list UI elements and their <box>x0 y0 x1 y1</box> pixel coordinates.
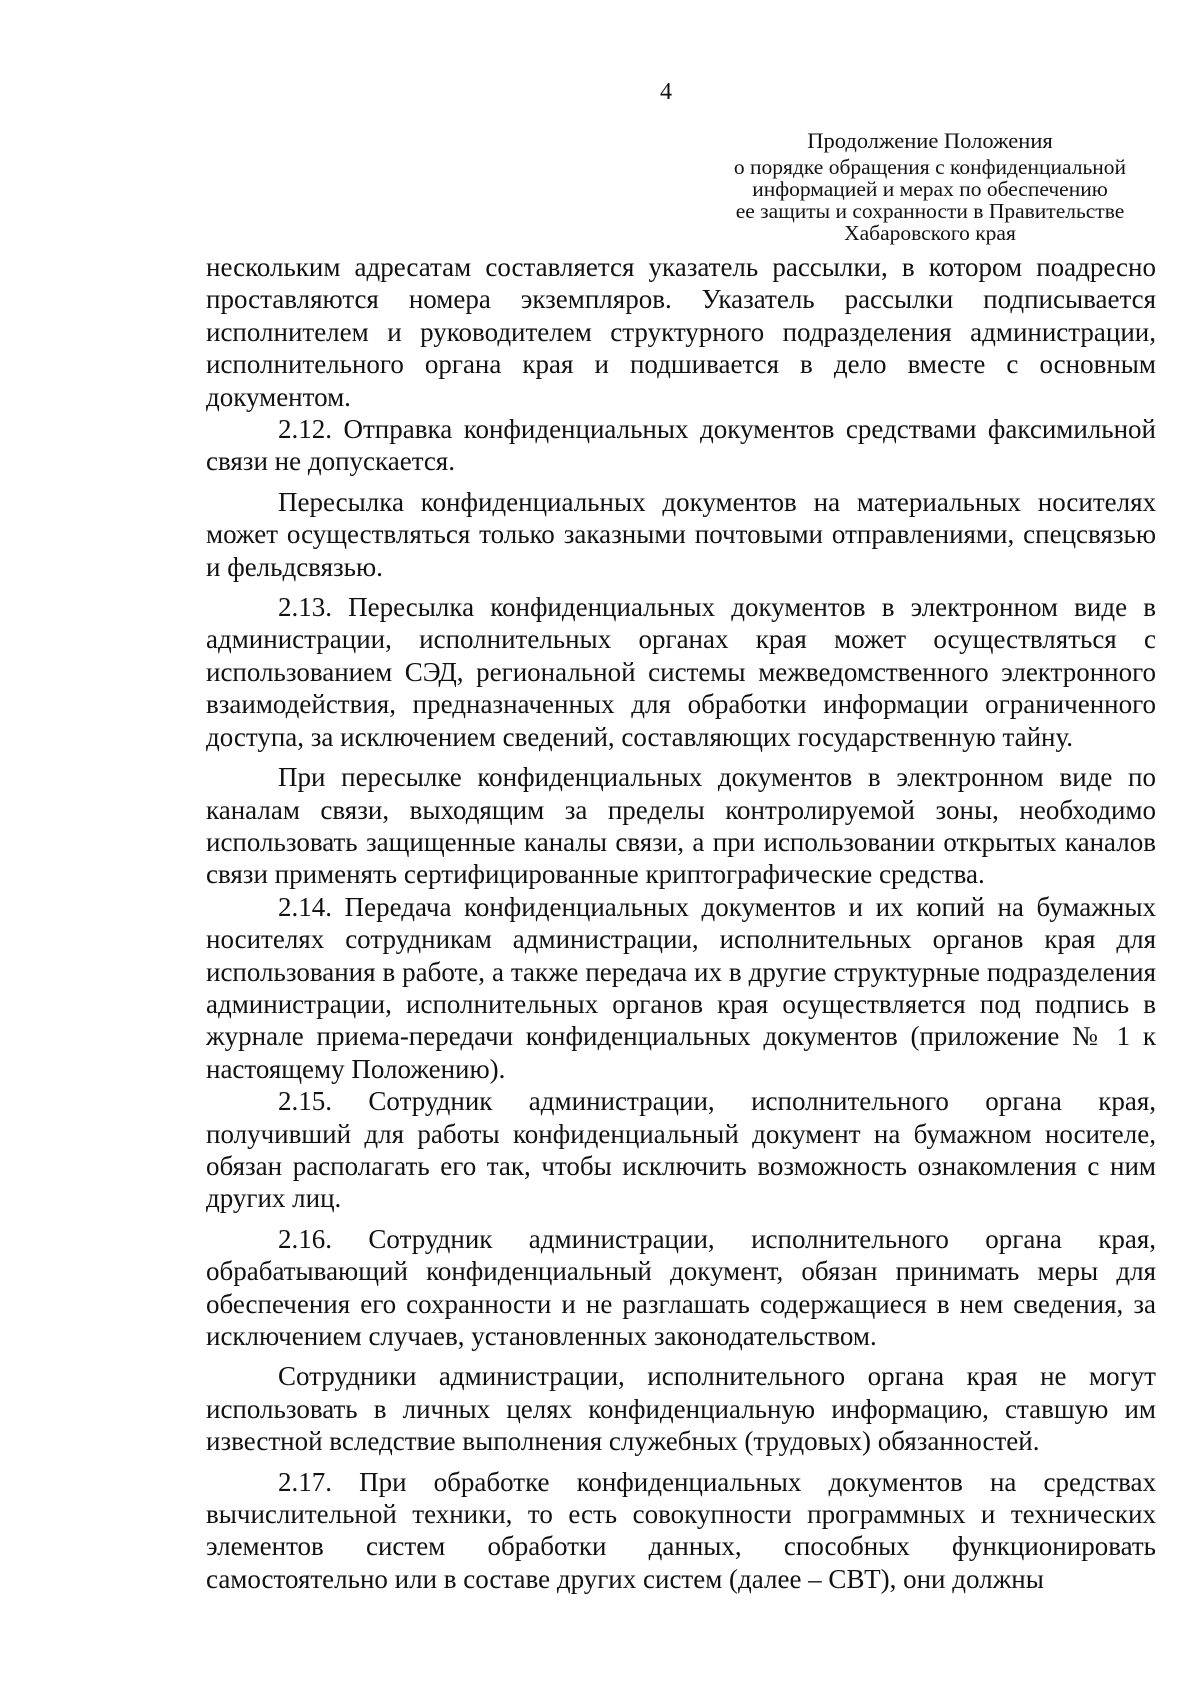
continuation-line: информацией и мерах по обеспечению <box>752 177 1108 201</box>
continuation-line: о порядке обращения с конфиденциальной <box>733 155 1127 179</box>
paragraph: Пересылка конфиденциальных документов на материальных носителях может осуществляться только заказными почтовыми отправлениями, спецсвязью и фельдсвязью. <box>206 486 1156 582</box>
paragraph: Сотрудники администрации, исполнительного органа края не могут использовать в личных целях конфиденциальную информацию, ставшую им известной вследствие выполнения служебных (трудовых) обязанностей. <box>206 1361 1156 1457</box>
continuation-line: Хабаровского края <box>844 221 1016 245</box>
continuation-line: ее защиты и сохранности в Правительстве <box>735 199 1125 223</box>
paragraph-2-17: 2.17. При обработке конфиденциальных документов на средствах вычислительной техники, то есть совокупности программных и технических элементов систем обработки данных, способных функционировать самостоятельно или в составе других систем (далее – СВТ), они должны <box>206 1466 1156 1594</box>
paragraph-2-14: 2.14. Передача конфиденциальных документов и их копий на бумажных носителях сотрудникам администрации, исполнительных органов края для использования в работе, а также передача их в другие структурные подразделения администрации, исполнительных органов края осуществляется под подпись в журнале приема-передачи конфиденциальных документов (приложение № 1 к настоящему Положению). <box>206 891 1156 1084</box>
paragraph-2-12: 2.12. Отправка конфиденциальных документов средствами факсимильной связи не допускается. <box>206 414 1156 477</box>
continuation-title: Продолжение Положения <box>807 128 1053 153</box>
document-body <box>206 251 1156 1595</box>
page-number: 4 <box>660 79 672 105</box>
paragraph: При пересылке конфиденциальных документов в электронном виде по каналам связи, выходящим за пределы контролируемой зоны, необходимо использовать защищенные каналы связи, а при использовании открытых каналов связи применять сертифицированные криптографические средства. <box>206 762 1156 890</box>
paragraph: нескольким адресатам составляется указатель рассылки, в котором поадресно проставляются номера экземпляров. Указатель рассылки подписывается исполнителем и руководителем структурного подразделения администрации, исполнительного органа края и подшивается в дело вместе с основным документом. <box>206 252 1156 412</box>
paragraph-2-16: 2.16. Сотрудник администрации, исполнительного органа края, обрабатывающий конфиденциальный документ, обязан принимать меры для обеспечения его сохранности и не разглашать содержащиеся в нем сведения, за исключением случаев, установленных законодательством. <box>206 1223 1156 1351</box>
paragraph-2-13: 2.13. Пересылка конфиденциальных документов в электронном виде в администрации, исполнительных органах края может осуществляться с использованием СЭД, региональной системы межведомственного электронного взаимодействия, предназначенных для обработки информации ограниченного доступа, за исключением сведений, составляющих государственную тайну. <box>206 592 1156 752</box>
paragraph-2-15: 2.15. Сотрудник администрации, исполнительного органа края, получивший для работы конфиденциальный документ на бумажном носителе, обязан располагать его так, чтобы исключить возможность ознакомления с ним других лиц. <box>206 1086 1156 1214</box>
continuation-header <box>690 128 1170 244</box>
